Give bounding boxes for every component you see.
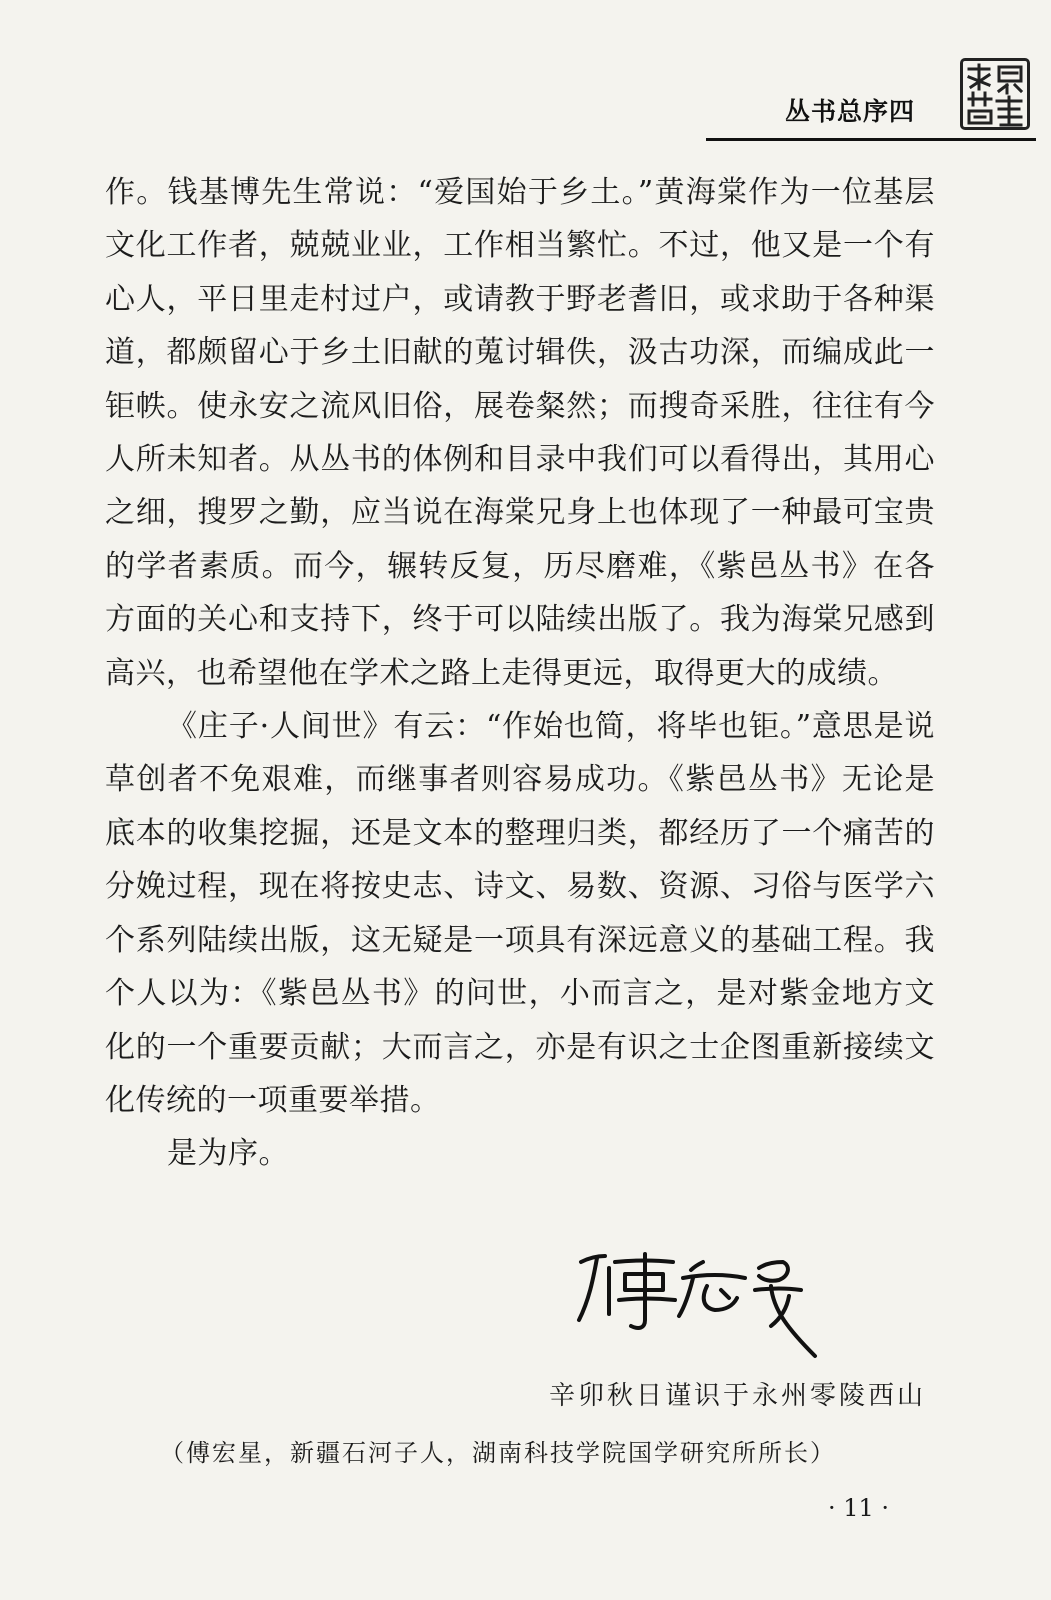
paragraph-3: 是为序。 [167, 1136, 289, 1172]
page-number: · 11 · [828, 1494, 890, 1522]
seal-stamp-icon [963, 61, 1027, 127]
paragraph-2: 《庄子·人间世》有云：“作始也简，将毕也钜。”意思是说草创者不免艰难，而继事者则容易成功。《紫邑丛书》无论是底本的收集挖掘，还是文本的整理归类，都经历了一个痛苦的分娩过程，现在将按史志、诗文、易数、资源、习俗与医学六个系列陆续出版，这无疑是一项具有深远意义的基础工程。我个人以为：《紫邑丛书》的问世，小而言之，是对紫金地方文化的一个重要贡献；大而言之，亦是有识之士企图重新接续文化传统的一项重要举措。 [105, 709, 935, 1118]
handwritten-signature [575, 1250, 845, 1360]
paragraph-1: 作。钱基博先生常说：“爱国始于乡土。”黄海棠作为一位基层文化工作者，兢兢业业，工作相当繁忙。不过，他又是一个有心人，平日里走村过户，或请教于野老耆旧，或求助于各种渠道，都颇留心于乡土旧献的蒐讨辑佚，汲古功深，而编成此一钜帙。使永安之流风旧俗，展卷粲然；而搜奇采胜，往往有今人所未知者。从丛书的体例和目录中我们可以看得出，其用心之细，搜罗之勤，应当说在海棠兄身上也体现了一种最可宝贵的学者素质。而今，辗转反复，历尽磨难，《紫邑丛书》在各方面的关心和支持下，终于可以陆续出版了。我为海棠兄感到高兴，也希望他在学术之路上走得更远，取得更大的成绩。 [105, 175, 935, 691]
dateline: 辛卯秋日谨识于永州零陵西山 [548, 1381, 926, 1411]
header-rule [706, 138, 1036, 141]
signature-icon [575, 1250, 845, 1360]
body-text [105, 166, 935, 1181]
author-note: （傅宏星，新疆石河子人，湖南科技学院国学研究所所长） [160, 1439, 836, 1467]
running-header: 丛书总序四 [785, 97, 916, 126]
seal-stamp [960, 58, 1030, 130]
